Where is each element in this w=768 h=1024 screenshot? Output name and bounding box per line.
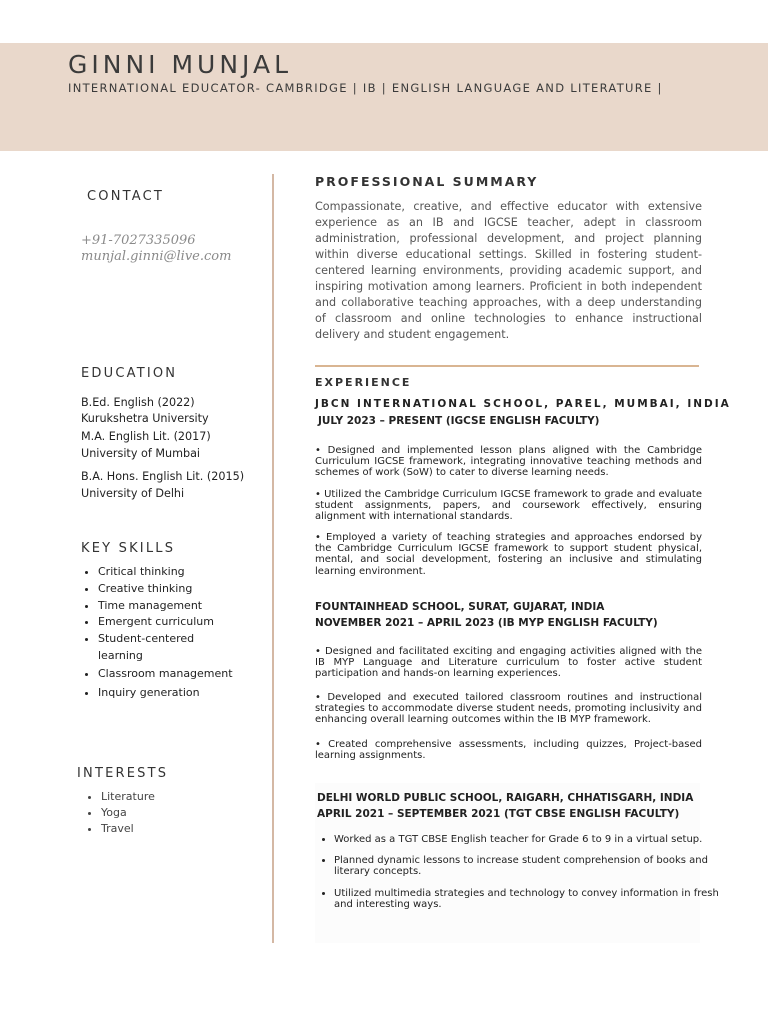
skills-heading: KEY SKILLS — [81, 541, 176, 556]
education-item — [81, 469, 244, 502]
skill-item: • Student-centered learning — [98, 631, 208, 664]
job-title: FOUNTAINHEAD SCHOOL, SURAT, GUJARAT, INDIA — [315, 601, 605, 613]
skill-item: • Time management — [98, 598, 278, 615]
section-divider — [315, 365, 699, 367]
contact-phone: +91-7027335096 — [81, 233, 196, 248]
job-bullet: • Utilized multimedia strategies and technology to convey information in fresh and interesting ways. — [334, 888, 720, 910]
interest-item: • Travel — [101, 821, 155, 837]
job-bullet: • Employed a variety of teaching strategies and approaches endorsed by the Cambridge Curriculum IGCSE framework to support student physical, mental, and social development, fostering an inclusive and stimulating learning environment. — [315, 532, 702, 577]
job-bullet: • Created comprehensive assessments, including quizzes, Project-based learning assignments. — [315, 739, 702, 761]
candidate-name: GINNI MUNJAL — [68, 50, 293, 79]
job-title: DELHI WORLD PUBLIC SCHOOL, RAIGARH, CHHATISGARH, INDIA — [317, 792, 694, 804]
education-degree: B.Ed. English (2022) — [81, 396, 195, 409]
education-heading: EDUCATION — [81, 366, 178, 381]
skills-list — [81, 564, 278, 701]
education-degree: M.A. English Lit. (2017) — [81, 430, 211, 443]
experience-heading: EXPERIENCE — [315, 376, 412, 389]
interest-item: • Yoga — [101, 805, 155, 821]
skill-item: • Emergent curriculum — [98, 614, 278, 631]
education-item — [81, 395, 209, 427]
contact-email: munjal.ginni@live.com — [81, 249, 232, 264]
summary-heading: PROFESSIONAL SUMMARY — [315, 174, 539, 189]
education-item — [81, 429, 211, 462]
skill-item: • Critical thinking — [98, 564, 278, 581]
job-date: JULY 2023 – PRESENT (IGCSE ENGLISH FACULTY) — [318, 415, 600, 427]
job-date: NOVEMBER 2021 – APRIL 2023 (IB MYP ENGLISH FACULTY) — [315, 617, 658, 629]
job-bullet: • Utilized the Cambridge Curriculum IGCSE framework to grade and evaluate student assignments, papers, and coursework effectively, ensuring alignment with international standards. — [315, 489, 702, 523]
education-school: University of Delhi — [81, 487, 185, 500]
skill-item: • Creative thinking — [98, 581, 278, 598]
column-divider — [272, 174, 274, 943]
job-bullet-list — [317, 834, 720, 920]
tagline: INTERNATIONAL EDUCATOR- CAMBRIDGE | IB | ENGLISH LANGUAGE AND LITERATURE | — [68, 81, 663, 95]
job-bullet: • Planned dynamic lessons to increase student comprehension of books and literary concepts. — [334, 855, 720, 877]
skill-item: • Classroom management — [98, 666, 278, 683]
job-bullet: • Designed and implemented lesson plans aligned with the Cambridge Curriculum IGCSE framework, integrating innovative teaching methods and schemes of work (SoW) to cater to diverse learning needs. — [315, 445, 702, 479]
interests-list — [85, 789, 155, 836]
education-school: Kurukshetra University — [81, 412, 209, 425]
education-school: University of Mumbai — [81, 447, 201, 460]
job-bullet: • Developed and executed tailored classroom routines and instructional strategies to accommodate diverse student needs, promoting inclusivity and enhancing overall learning outcomes within the IB MYP framework. — [315, 692, 702, 726]
interests-heading: INTERESTS — [77, 766, 169, 781]
job-bullet: • Designed and facilitated exciting and engaging activities aligned with the IB MYP Language and Literature curriculum to foster active student participation and hands-on learning experiences. — [315, 646, 702, 680]
skill-item: • Inquiry generation — [98, 685, 278, 702]
summary-text: Compassionate, creative, and effective educator with extensive experience as an IB and IGCSE teacher, adept in classroom administration, professional development, and project planning within diverse educational settings. Skilled in fostering student-centered learning environments, providing academic support, and inspiring motivation among learners. Proficient in both independent and collaborative teaching approaches, with a deep understanding of classroom and online technologies to enhance instructional delivery and student engagement. — [315, 200, 702, 341]
interest-item: • Literature — [101, 789, 155, 805]
job-title: JBCN INTERNATIONAL SCHOOL, PAREL, MUMBAI, INDIA — [315, 398, 731, 410]
contact-heading: CONTACT — [87, 189, 165, 204]
job-date: APRIL 2021 – SEPTEMBER 2021 (TGT CBSE ENGLISH FACULTY) — [317, 808, 680, 820]
job-bullet: • Worked as a TGT CBSE English teacher for Grade 6 to 9 in a virtual setup. — [334, 834, 720, 845]
education-degree: B.A. Hons. English Lit. (2015) — [81, 470, 245, 483]
